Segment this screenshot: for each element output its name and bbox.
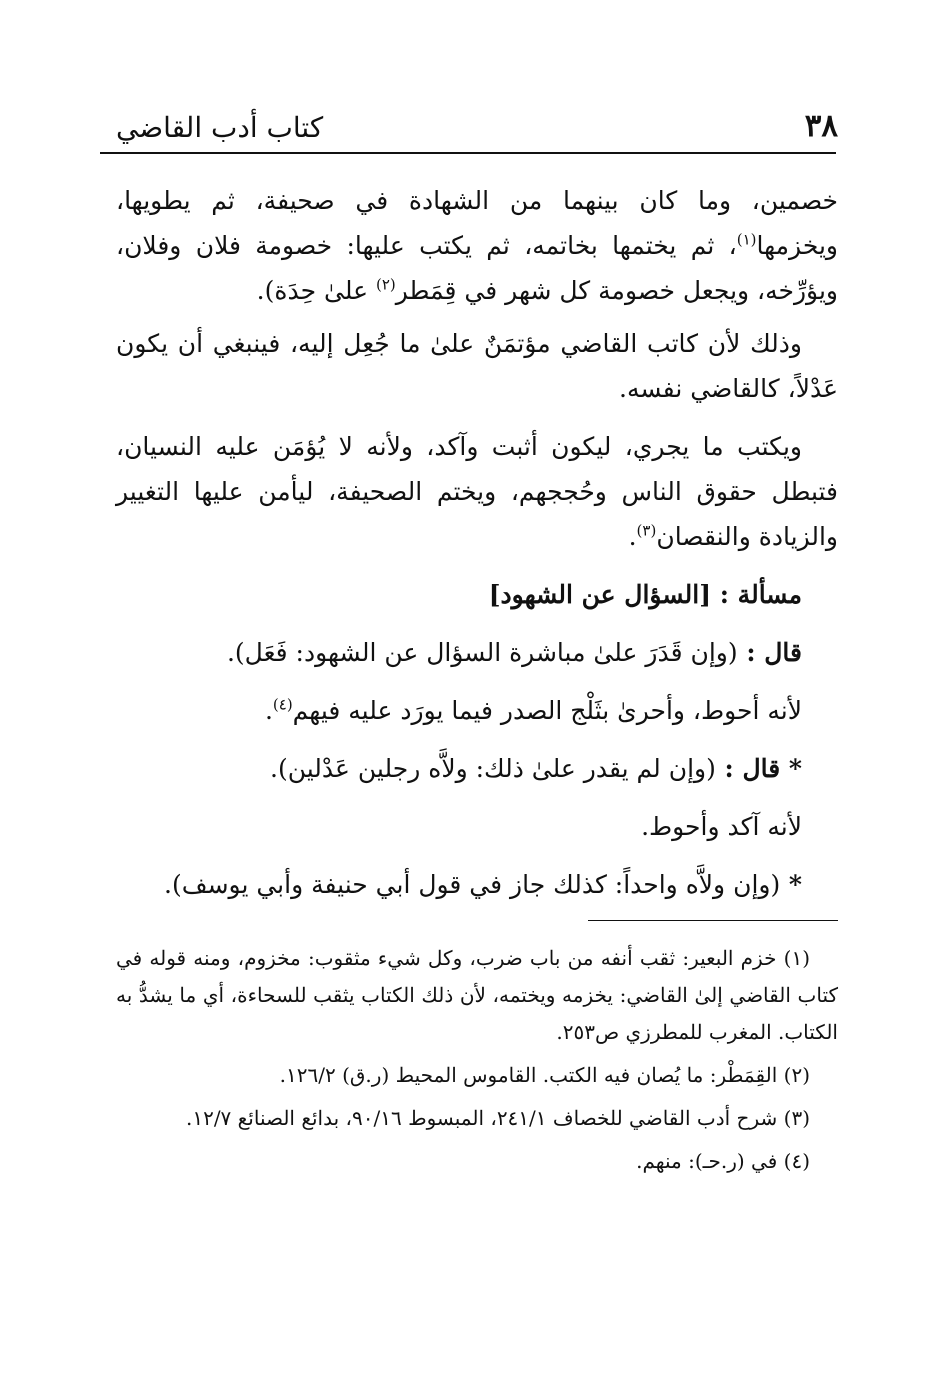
footnote-3: (٣) شرح أدب القاضي للخصاف ٢٤١/١، المبسوط ٩٠/١٦، بدائع الصنائع ١٢/٧.	[185, 1106, 810, 1130]
footnotes	[116, 940, 838, 1186]
qal-label-2: قال :	[715, 754, 781, 783]
issue-heading	[116, 572, 838, 617]
paragraph-3: ويكتب ما يجري، ليكون أثبت وآكد، ولأنه لا يُؤمَن عليه النسيان، فتبطل حقوق الناس وحُججهم، ويختم الصحيفة، ليأمن عليها التغيير والزيادة والنقصان$^{(٣)}$.	[116, 432, 838, 551]
paragraph-2: وذلك لأن كاتب القاضي مؤتمَنٌ علىٰ ما جُعِل إليه، فينبغي أن يكون عَدْلاً، كالقاضي نفسه.	[116, 329, 838, 403]
footnote-ref-1: (١)	[736, 230, 757, 249]
qal-2: * قال : (وإن لم يقدر علىٰ ذلك: ولاَّه رجلين عَدْلين).	[270, 754, 802, 783]
footnote-1: (١) خزم البعير: ثقب أنفه من باب ضرب، وكل شيء مثقوب: مخزوم، ومنه قوله في كتاب القاضي إلىٰ القاضي: يخزمه ويختمه، لأن ذلك الكتاب يثقب للسحاءة، أي ما يشدُّ به الكتاب. المغرب للمطرزي ص٢٥٣.	[116, 946, 838, 1044]
paragraph-1: خصمين، وما كان بينهما من الشهادة في صحيفة، ثم يطويها، ويخزمها$^{(١)}$، ثم يختمها بخاتمه، ثم يكتب عليها: خصومة فلان وفلان، ويؤرِّخه، ويجعل خصومة كل شهر في قِمَطر$^{(٢)}$ علىٰ حِدَة).	[116, 186, 838, 305]
star-marker: *	[780, 754, 802, 783]
issue-title: [السؤال عن الشهود]	[488, 580, 712, 609]
header-rule	[100, 152, 836, 154]
footnote-2: (٢) القِمَطْر: ما يُصان فيه الكتب. القاموس المحيط (ر.ق) ١٢٦/٢.	[279, 1063, 810, 1087]
footnote-ref-4: (٤)	[272, 695, 293, 714]
star-marker-2: *	[780, 870, 802, 899]
running-header	[116, 102, 838, 152]
main-text	[116, 178, 838, 920]
footnote-4: (٤) في (ر.حـ): منهم.	[636, 1149, 810, 1173]
qal-3: * (وإن ولاَّه واحداً: كذلك جاز في قول أبي حنيفة وأبي يوسف).	[164, 870, 802, 899]
footnote-ref-3: (٣)	[636, 521, 657, 540]
qal-1: قال : (وإن قَدَرَ علىٰ مباشرة السؤال عن الشهود: فَعَل).	[226, 638, 802, 667]
reason-2: لأنه آكد وأحوط.	[641, 812, 802, 841]
footnote-ref-2: (٢)	[375, 275, 396, 294]
book-title: كتاب أدب القاضي	[116, 111, 324, 144]
issue-label: مسألة :	[711, 580, 802, 609]
page-number: ٣٨	[804, 108, 838, 144]
qal-label: قال :	[737, 638, 802, 667]
reason-1: لأنه أحوط، وأحرىٰ بثَلْج الصدر فيما يورَد عليه فيهم$^{(٤)}$.	[264, 695, 802, 725]
footnote-separator	[588, 920, 838, 921]
